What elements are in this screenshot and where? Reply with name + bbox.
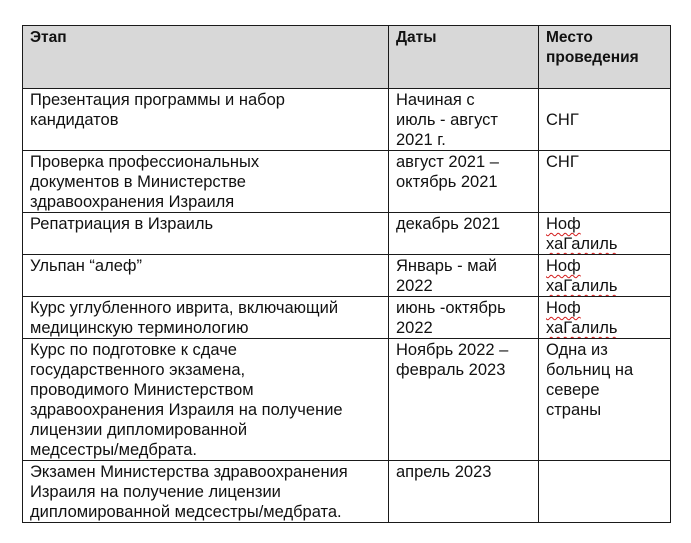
dates-cell: июнь -октябрь 2022	[389, 297, 539, 339]
table-row	[23, 151, 671, 213]
header-row	[23, 26, 671, 89]
place-cell	[539, 339, 671, 461]
stage-cell: Проверка профессиональных документов в Министерстве здравоохранения Израиля	[23, 151, 389, 213]
place-cell	[539, 213, 671, 255]
dates-cell: август 2021 – октябрь 2021	[389, 151, 539, 213]
place-cell	[539, 297, 671, 339]
place-text: Одна из больниц на севере страны	[546, 341, 634, 419]
stage-cell: Экзамен Министерства здравоохранения Израиля на получение лицензии дипломированной медсестры/медбрата.	[23, 461, 389, 523]
table-body	[23, 89, 671, 523]
stage-cell: Курс по подготовке к сдаче государственного экзамена, проводимого Министерством здравоохранения Израиля на получение лицензии дипломированной медсестры/медбрата.	[23, 339, 389, 461]
stage-cell: Презентация программы и набор кандидатов	[23, 89, 389, 151]
place-text: Ноф хаГалиль	[546, 257, 618, 295]
dates-cell: апрель 2023	[389, 461, 539, 523]
table-row	[23, 213, 671, 255]
place-cell	[539, 151, 671, 213]
table-header	[23, 26, 671, 89]
stage-cell: Ульпан “алеф”	[23, 255, 389, 297]
table-row	[23, 339, 671, 461]
schedule-table	[22, 25, 671, 523]
table-row	[23, 461, 671, 523]
place-cell	[539, 255, 671, 297]
table-row	[23, 297, 671, 339]
place-text: Ноф хаГалиль	[546, 215, 618, 253]
header-stage: Этап	[23, 26, 389, 89]
header-dates: Даты	[389, 26, 539, 89]
place-cell	[539, 89, 671, 151]
place-text: СНГ	[546, 111, 579, 129]
table-row	[23, 255, 671, 297]
dates-cell: Ноябрь 2022 – февраль 2023	[389, 339, 539, 461]
header-place: Место проведения	[539, 26, 671, 89]
place-text: СНГ	[546, 153, 579, 171]
table-row	[23, 89, 671, 151]
dates-cell: Январь - май 2022	[389, 255, 539, 297]
stage-cell: Курс углубленного иврита, включающий медицинскую терминологию	[23, 297, 389, 339]
stage-cell: Репатриация в Израиль	[23, 213, 389, 255]
dates-cell: Начиная с июль - август 2021 г.	[389, 89, 539, 151]
dates-cell: декабрь 2021	[389, 213, 539, 255]
place-text: Ноф хаГалиль	[546, 299, 618, 337]
place-cell	[539, 461, 671, 523]
